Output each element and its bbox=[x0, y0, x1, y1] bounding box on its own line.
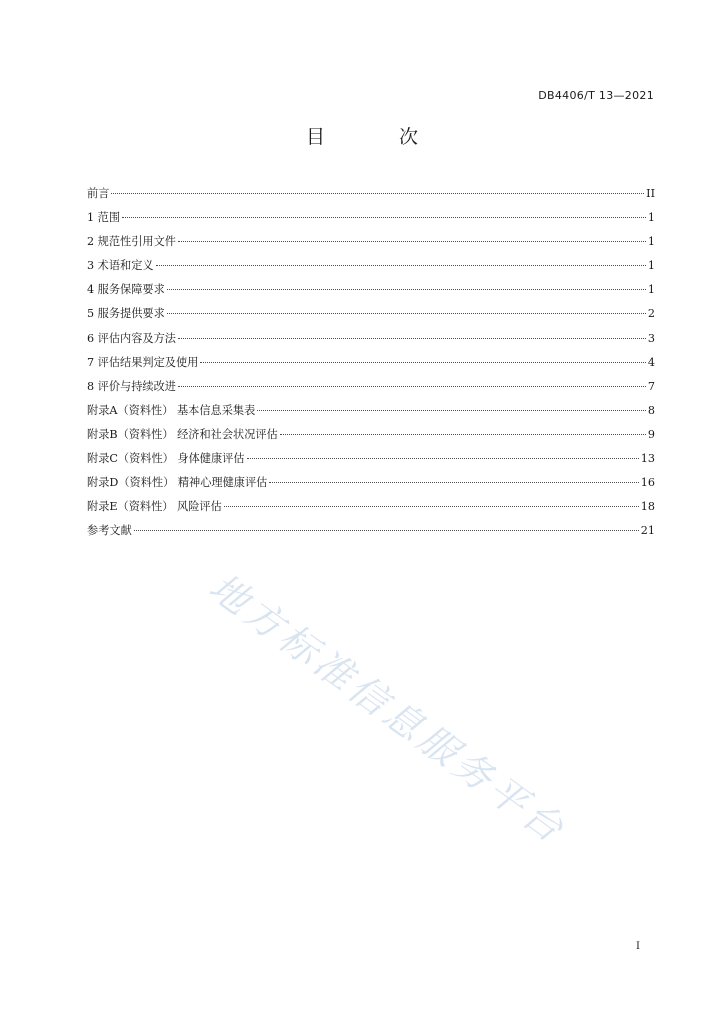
toc-entry-label: 1 范围 bbox=[87, 211, 121, 225]
toc-entry-page: 18 bbox=[640, 500, 655, 514]
toc-entry-bibliography[interactable] bbox=[87, 522, 655, 546]
toc-entry-page: 7 bbox=[647, 379, 655, 393]
toc-entry-appendix-a[interactable] bbox=[87, 402, 655, 426]
page-number: I bbox=[636, 941, 640, 952]
toc-dot-leader bbox=[111, 193, 644, 194]
document-code: DB4406/T 13—2021 bbox=[538, 89, 654, 102]
toc-title: 目 次 bbox=[305, 126, 453, 148]
toc-dot-leader bbox=[269, 482, 638, 483]
toc-entry-page: 21 bbox=[640, 524, 655, 538]
toc-entry-label: 2 规范性引用文件 bbox=[87, 235, 176, 249]
toc-entry-page: 1 bbox=[647, 211, 655, 225]
toc-entry-page: 2 bbox=[647, 307, 655, 321]
toc-entry-appendix-c[interactable] bbox=[87, 450, 655, 474]
toc-entry-appendix-b[interactable] bbox=[87, 426, 655, 450]
toc-entry-assessment-results[interactable] bbox=[87, 354, 655, 378]
watermark: 地方标准信息服务平台 bbox=[201, 564, 575, 854]
toc-dot-leader bbox=[178, 386, 646, 387]
toc-dot-leader bbox=[247, 458, 639, 459]
toc-entry-foreword[interactable] bbox=[87, 185, 655, 209]
toc-entry-page: 3 bbox=[647, 331, 655, 345]
toc-entry-label: 附录A（资料性） 基本信息采集表 bbox=[87, 403, 256, 417]
toc-entry-label: 6 评估内容及方法 bbox=[87, 331, 176, 345]
toc-entry-label: 附录E（资料性） 风险评估 bbox=[87, 500, 222, 514]
toc-dot-leader bbox=[122, 217, 646, 218]
toc-entry-label: 7 评估结果判定及使用 bbox=[87, 355, 199, 369]
toc-dot-leader bbox=[167, 289, 646, 290]
toc-entry-terms-definitions[interactable] bbox=[87, 257, 655, 281]
toc-dot-leader bbox=[280, 434, 646, 435]
toc-entry-page: II bbox=[646, 187, 655, 200]
toc-entry-label: 3 术语和定义 bbox=[87, 259, 154, 273]
toc-entry-label: 4 服务保障要求 bbox=[87, 283, 165, 297]
toc-entry-assessment-content[interactable] bbox=[87, 330, 655, 354]
toc-entry-service-provision[interactable] bbox=[87, 305, 655, 329]
toc-entry-appendix-d[interactable] bbox=[87, 474, 655, 498]
toc-dot-leader bbox=[257, 410, 646, 411]
table-of-contents bbox=[87, 185, 655, 546]
toc-dot-leader bbox=[224, 506, 639, 507]
toc-entry-normative-references[interactable] bbox=[87, 233, 655, 257]
toc-entry-label: 前言 bbox=[87, 187, 110, 200]
toc-entry-label: 8 评价与持续改进 bbox=[87, 379, 176, 393]
toc-entry-page: 13 bbox=[640, 452, 655, 466]
toc-entry-label: 附录C（资料性） 身体健康评估 bbox=[87, 452, 245, 466]
toc-entry-page: 1 bbox=[647, 283, 655, 297]
toc-entry-scope[interactable] bbox=[87, 209, 655, 233]
toc-dot-leader bbox=[178, 338, 646, 339]
toc-dot-leader bbox=[200, 362, 646, 363]
toc-entry-page: 16 bbox=[640, 476, 655, 490]
toc-entry-page: 8 bbox=[647, 403, 655, 417]
toc-entry-label: 参考文献 bbox=[87, 524, 132, 538]
toc-entry-page: 9 bbox=[647, 427, 655, 441]
toc-entry-page: 1 bbox=[647, 259, 655, 273]
toc-entry-label: 附录D（资料性） 精神心理健康评估 bbox=[87, 476, 268, 490]
toc-dot-leader bbox=[167, 313, 646, 314]
toc-entry-evaluation-improvement[interactable] bbox=[87, 378, 655, 402]
toc-dot-leader bbox=[178, 241, 646, 242]
toc-entry-label: 附录B（资料性） 经济和社会状况评估 bbox=[87, 427, 278, 441]
toc-dot-leader bbox=[134, 530, 639, 531]
toc-entry-label: 5 服务提供要求 bbox=[87, 307, 165, 321]
toc-entry-page: 4 bbox=[647, 355, 655, 369]
toc-entry-page: 1 bbox=[647, 235, 655, 249]
toc-entry-service-guarantee[interactable] bbox=[87, 281, 655, 305]
toc-entry-appendix-e[interactable] bbox=[87, 498, 655, 522]
toc-dot-leader bbox=[156, 265, 646, 266]
